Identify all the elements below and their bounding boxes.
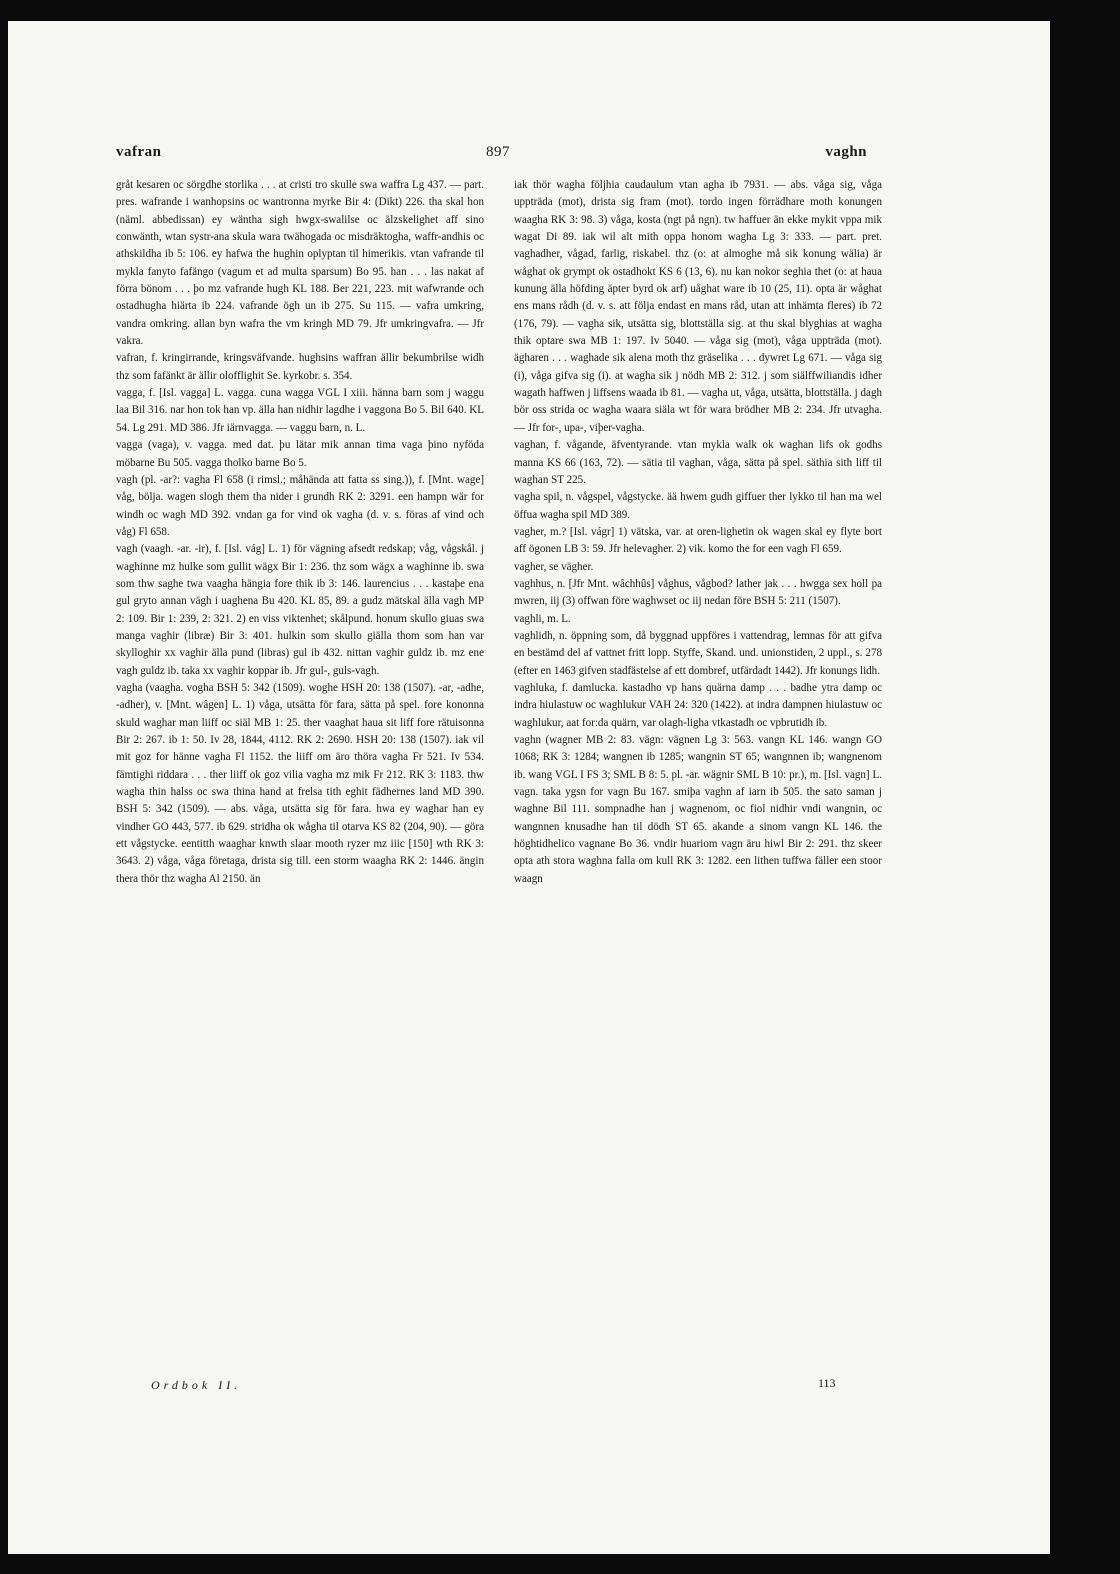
footer-signature-number: 113 bbox=[818, 1376, 836, 1390]
entry-vafran: vafran, f. kringirrande, kringsväfvande. hughsins waffran ällir bekumbrilse widh thz som fafänkt är ällir olofflighit Se. kyrkobr. s. 354. bbox=[116, 352, 484, 382]
entry-text: gråt kesaren oc sörgdhe storlika . . . at cristi tro skulle swa waffra Lg 437. — part. pres. wafrande i wanhopsins oc wantronna myrke Bir 4: (Dikt) 226. tha skal hon (näml. abbedissan) ey wäntha sigh hwgx-swalilse oc älzskelighet aff sino conwänth, wtan systr-ana skula wara twähogada oc misdräktogha, waffr-andhis oc athskildha ib 5: 106. ey hafwa the hughin oplyptan til himerikis. vtan vafrande til mykla fanyto fafängo (vagum et ad multa sparsum) Bo 95. han . . . las nakat af förra bönom . . . þo mz vafrande hugh KL 188. Ber 221, 223. mit wafwrande och ostadhugha hiärta ib 224. vafrande ögh un ib 275. Su 115. — vafra umkring, vandra omkring. allan byn wafra the vm kringh MD 79. Jfr umkringvafra. — Jfr vakra. bbox=[116, 179, 484, 348]
header-left-headword: vafran bbox=[116, 144, 162, 160]
dictionary-page bbox=[8, 21, 1050, 1554]
right-column bbox=[514, 177, 882, 888]
left-column bbox=[116, 177, 484, 888]
entry-vagga-noun: vagga, f. [Isl. vagga] L. vagga. cuna wagga VGL I xiii. hänna barn som j waggu laa Bil 316. nar hon tok han vp. älla han nidhir lagdhe i vaggona Bo 5. Bil 640. KL 54. Lg 291. MD 386. Jfr iärnvagga. — vaggu barn, n. L. bbox=[116, 387, 484, 434]
entry-vaghn: vaghn (wagner MB 2: 83. vägn: vägnen Lg 3: 563. vangn KL 146. wangn GO 1068; RK 3: 1284; wangnen ib 1285; wangnin ST 65; wangnnen ib; wangnenom ib. wang VGL I FS 3; SML B 8: 5. pl. -ar. wägnir SML B 10: pr.), m. [Isl. vagn] L. vagn. taka ygsn for vagn Bu 167. smiþa vaghn af iarn ib 505. the sato saman j waghne Bil 111. sompnadhe han j wagnenom, oc fiol nidhir vndi wangnin, oc wangnnen knusadhe han til dödh ST 65. akande a sinom vangn KL 146. the höghtidhelico vagnane Bo 36. vndir huariom vagn äru hiwl Bir 2: 291. thz skeer opta ath stora waghna falla om kull RK 3: 1282. een lithen tuffwa fäller een stoor waagn bbox=[514, 734, 882, 885]
entry-vagh-wave: vagh (pl. -ar?: vagha Fl 658 (i rimsl.; måhända att fatta ss sing.)), f. [Mnt. wage] våg, bölja. wagen slogh them tha nider i grundh RK 2: 3291. een hampn wär for windh oc wagh MD 392. vndan ga for vind ok vagha (d. v. s. föras af vind och våg) Fl 658. bbox=[116, 473, 484, 538]
entry-vagher-see: vagher, se vägher. bbox=[514, 560, 594, 573]
entry-vagha: vagha (vaagha. vogha BSH 5: 342 (1509). woghe HSH 20: 138 (1507). -ar, -adhe, -adher), v. [Mnt. wâgen] L. 1) våga, utsätta för fara, sätta på spel. fore kononna skuld waghar man liiff oc siäl MB 1: 25. ther vaaghat haua sit liff fore rätuisonna Bir 2: 267. ib 1: 50. Iv 28, 1844, 4112. RK 2: 2690. HSH 20: 138 (1507). iak vil mit goz for hänne vagha Fl 1152. the liiff om äro thöra vagha Fr 521. Iv 534. fämtighi riddara . . . ther liiff ok goz vilia vagha mz mik Fr 212. RK 3: 1183. thw wagha thin halss oc swa thina hand at frelsa tith eghit fädhernes land MD 390. BSH 5: 342 (1509). — abs. våga, utsätta sig för fara. hwa ey waghar han ey vindher GO 443, 577. ib 629. stridha ok wågha til otarva KS 82 (204, 90). — göra ett vågstycke. eentitth waaghar knwth slaar mooth ryzer mz iiic [150] wth RK 3: 3643. 2) våga, våga företaga, drista sig till. een storm waagha RK 2: 1446. ängin thera thör thz wagha Al 2150. än bbox=[116, 681, 484, 885]
entry-vaghan: vaghan, f. vågande, äfventyrande. vtan mykla walk ok waghan lifs ok godhs manna KS 66 (163, 72). — sätia til vaghan, våga, sätta på spel. säthia sith liff til waghan ST 225. bbox=[514, 439, 882, 486]
entry-vaghhus: vaghhus, n. [Jfr Mnt. wâchhûs] våghus, vågbod? lather jak . . . hwgga sex holl pa mwren, iij (3) offwan före waghwset oc iij nedan före BSH 5: 211 (1507). bbox=[514, 577, 882, 608]
entry-vagha-cont: iak thör wagha följhia caudaulum vtan agha ib 7931. — abs. våga sig, våga uppträda (mot), drista sig fram (mot). tordo ingen förrädhare moth konungen waagha RK 3: 98. 3) våga, kosta (ngt på ngn). tw haffuer än ekke mykit vppa mik wagat Di 89. iak wil alt mith oppa honom wagha Lg 3: 333. — part. pret. vaghadher, vågad, farlig, riskabel. thz (o: at almoghe må sik konung wälia) är wåghat ok grympt ok ostadhokt KS 6 (13, 6). nu kan nokor seghia thet (o: at haua kunung älla höfding äpter byrd ok arf) uåghat ware ib 10 (25, 11). opta är wåghat ens mans rådh (d. v. s. att följa endast en mans råd, utan att inhämta fleres) ib 72 (176, 79). — vagha sik, utsätta sig, blottställa sig. at thu skal blyghias at wagha thik optare swa MB 1: 197. Iv 5040. — våga sig (mot), våga uppträda (mot). ägharen . . . waghade sik alena moth thz gräselika . . . dywret Lg 671. — våga sig (i), våga gifva sig (i). at wagha sik j nödh MB 2: 312. j som siälffwiliandis idher wagath haffwen j liffsens waada ib 81. — vagha ut, våga, utsätta, blottställa. j dagh bör oss strida oc wagha waara siäla wt för wara brödher MB 2: 234. Jfr utvagha. — Jfr for-, upa-, viþer-vagha. bbox=[514, 179, 882, 434]
header-right-headword: vaghn bbox=[825, 144, 867, 160]
entry-vagher: vagher, m.? [Isl. vágr] 1) vätska, var. at oren-lighetin ok wagen skal ey flyte bort aff ögonen LB 3: 59. Jfr helevagher. 2) vik. komo the for een vagh Fl 659. bbox=[514, 525, 882, 556]
entry-vagga-verb: vagga (vaga), v. vagga. med dat. þu lätar mik annan tima vaga þino nyföda möbarne Bu 505. vagga tholko barne Bo 5. bbox=[116, 439, 484, 469]
footer-signature: Ordbok II. bbox=[151, 1378, 242, 1392]
entry-vagh-scale: vagh (vaagh. -ar. -ir), f. [Isl. vág] L. 1) för vägning afsedt redskap; våg, vågskål. j waghinne mz hulke som gullit wägx Bir 1: 236. thz som wägx a waghinne ib. swa som thw saghe twa vaagha hängia fore thik ib 3: 146. laurencius . . . kastaþe ena gul gryto annan vägh i uaghena Bu 420. KL 85, 89. a gudz mätskal älla vagh MP 2: 109. Bir 1: 239, 2: 321. 2) en viss viktenhet; skålpund. honum skullo giuas swa manga vaghir (libræ) Bir 3: 401. hulkin som skullo giälla thom som han var skylloghir xx vaghir älla pund (libras) gul ib 432. nittan vaghir guldz ib. mz ene vagh guldz ib. taka xx vaghir koppar ib. Jfr gul-, guls-vagh. bbox=[116, 543, 484, 677]
entry-vaghluka: vaghluka, f. damlucka. kastadho vp hans quärna damp . . . badhe ytra damp oc indra hiulastuw oc waghlukur VAH 24: 320 (1422). at indra dampnen hiulastuw oc waghlukur, aat for:da quärn, var olagh-ligha vtkastadh oc vpbrutidh ib. bbox=[514, 681, 882, 729]
entry-vaghlidh: vaghlidh, n. öppning som, då byggnad uppföres i vattendrag, lemnas för att gifva en bestämd del af vattnet fritt lopp. Styffe, Skand. und. unionstiden, 2 uppl., s. 278 (efter en 1463 gifven stadfästelse af ett dombref, utfärdadt 1442). Jfr konungs lidh. bbox=[514, 629, 882, 677]
page-number: 897 bbox=[486, 144, 510, 160]
entry-vagha-spil: vagha spil, n. vågspel, vågstycke. ää hwem gudh giffuer ther lykko til han ma wel öffua wagha spil MD 389. bbox=[514, 491, 882, 521]
entry-vaghli: vaghli, m. L. bbox=[514, 612, 571, 625]
